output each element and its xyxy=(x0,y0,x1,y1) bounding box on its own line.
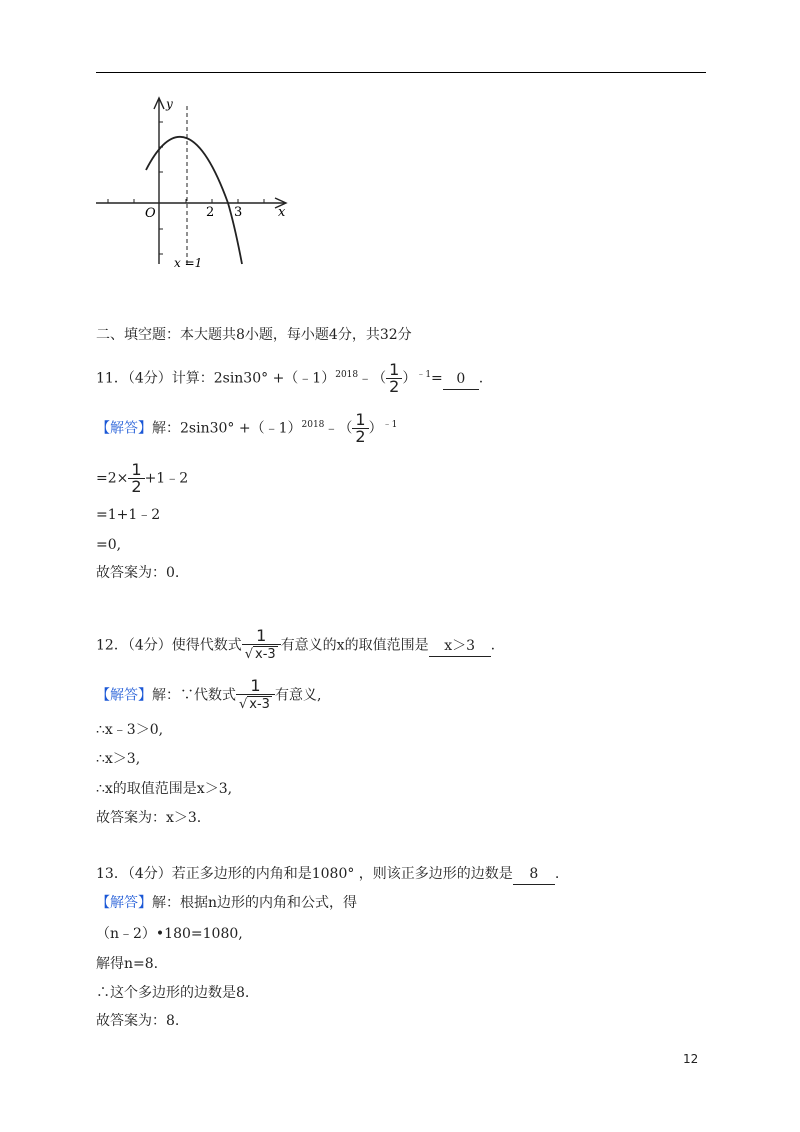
q11-line1-fraction xyxy=(128,462,144,495)
question-11 xyxy=(96,362,483,395)
q12-fraction xyxy=(242,628,281,663)
q13-line1: （n﹣2）•180=1080, xyxy=(96,926,243,942)
q11-exp: 2018 xyxy=(335,369,359,380)
tick-3-label: 3 xyxy=(234,205,243,220)
q11-sol-exp: 2018 xyxy=(301,419,325,430)
q11-line1-num: 1 xyxy=(131,460,142,479)
q11-sol-fraction xyxy=(352,412,368,445)
q13-end: . xyxy=(554,866,560,882)
q11-sol-exp2: ﹣1 xyxy=(382,419,398,430)
q11-prefix: 11．（4分）计算：2sin30° +（﹣1） xyxy=(96,370,336,387)
q11-sol-num: 1 xyxy=(355,410,366,429)
q12-radicand: x-3 xyxy=(255,647,276,662)
q12-sol-radicand: x-3 xyxy=(249,697,270,712)
q12-sol-den xyxy=(236,694,275,713)
section-header: 二、填空题：本大题共8小题，每小题4分，共32分 xyxy=(96,327,412,343)
q11-line1 xyxy=(96,462,188,495)
sqrt-symbol: √ x-3 xyxy=(244,647,276,662)
q13-conclusion: 故答案为：8. xyxy=(96,1013,180,1029)
q12-num: 1 xyxy=(256,626,267,645)
q13-answer: 8 xyxy=(513,864,555,885)
q13-sol-tag: 【解答】 xyxy=(96,895,152,911)
q11-fraction xyxy=(386,362,402,395)
q12-prefix: 12．（4分）使得代数式 xyxy=(96,637,242,654)
q12-sol-tag: 【解答】 xyxy=(96,687,152,704)
q12-sol-num: 1 xyxy=(250,676,261,695)
q12-line3: ∴x的取值范围是x＞3, xyxy=(96,781,233,797)
q11-close: ） xyxy=(402,370,417,387)
q12-den xyxy=(242,644,281,663)
sqrt-symbol-2: √ x-3 xyxy=(239,697,270,712)
q11-end: . xyxy=(478,370,484,387)
q11-exp2: ﹣1 xyxy=(416,369,432,380)
q13-question: 13．（4分）若正多边形的内角和是1080° ，则该正多边形的边数是 xyxy=(96,866,513,882)
q11-answer: 0 xyxy=(443,369,479,390)
q12-suffix: 有意义的x的取值范围是 xyxy=(280,637,429,654)
tick-2-label: 2 xyxy=(206,205,215,220)
q13-line2: 解得n=8. xyxy=(96,956,159,972)
q13-line3: ∴这个多边形的边数是8. xyxy=(96,985,250,1001)
y-label: y xyxy=(166,97,173,111)
q11-line3: =0, xyxy=(96,537,122,553)
q11-sol-text: 解：2sin30° +（﹣1） xyxy=(152,420,302,437)
q11-line2: =1+1﹣2 xyxy=(96,507,161,523)
header-rule xyxy=(96,72,706,73)
q13-sol-text: 解：根据n边形的内角和公式，得 xyxy=(152,895,358,911)
page-number: 12 xyxy=(683,1052,699,1066)
q11-sol-minus: ﹣（ xyxy=(324,420,353,437)
q12-sol-prefix: 解：∵代数式 xyxy=(152,687,236,704)
q12-conclusion: 故答案为：x＞3. xyxy=(96,810,202,826)
q12-line1: ∴x﹣3＞0, xyxy=(96,722,164,738)
x-label: x xyxy=(278,205,286,220)
q12-answer: x＞3 xyxy=(429,636,491,657)
parabola-curve xyxy=(146,137,242,264)
q11-solution xyxy=(96,412,397,445)
q12-sol-suffix: 有意义, xyxy=(274,687,322,704)
symmetry-label: x =1 xyxy=(174,256,203,270)
q11-sol-tag: 【解答】 xyxy=(96,420,152,437)
origin-label: O xyxy=(145,206,156,221)
q11-minus: ﹣（ xyxy=(358,370,387,387)
question-13 xyxy=(96,864,559,885)
q11-eq: = xyxy=(431,370,443,387)
question-12 xyxy=(96,628,495,663)
q11-line1-prefix: =2× xyxy=(96,470,129,487)
q12-sol-fraction xyxy=(236,678,275,713)
q11-sol-close: ） xyxy=(368,420,383,437)
q11-den: 2 xyxy=(386,378,402,395)
q11-sol-den: 2 xyxy=(352,428,368,445)
q12-end: . xyxy=(490,637,496,654)
q11-line1-suffix: +1﹣2 xyxy=(144,470,189,487)
q13-solution xyxy=(96,893,357,913)
parabola-graph xyxy=(90,92,300,277)
q12-line2: ∴x＞3, xyxy=(96,751,141,767)
q12-solution xyxy=(96,678,321,713)
q11-conclusion: 故答案为：0. xyxy=(96,565,180,581)
q11-line1-den: 2 xyxy=(128,478,144,495)
q11-num: 1 xyxy=(389,360,400,379)
